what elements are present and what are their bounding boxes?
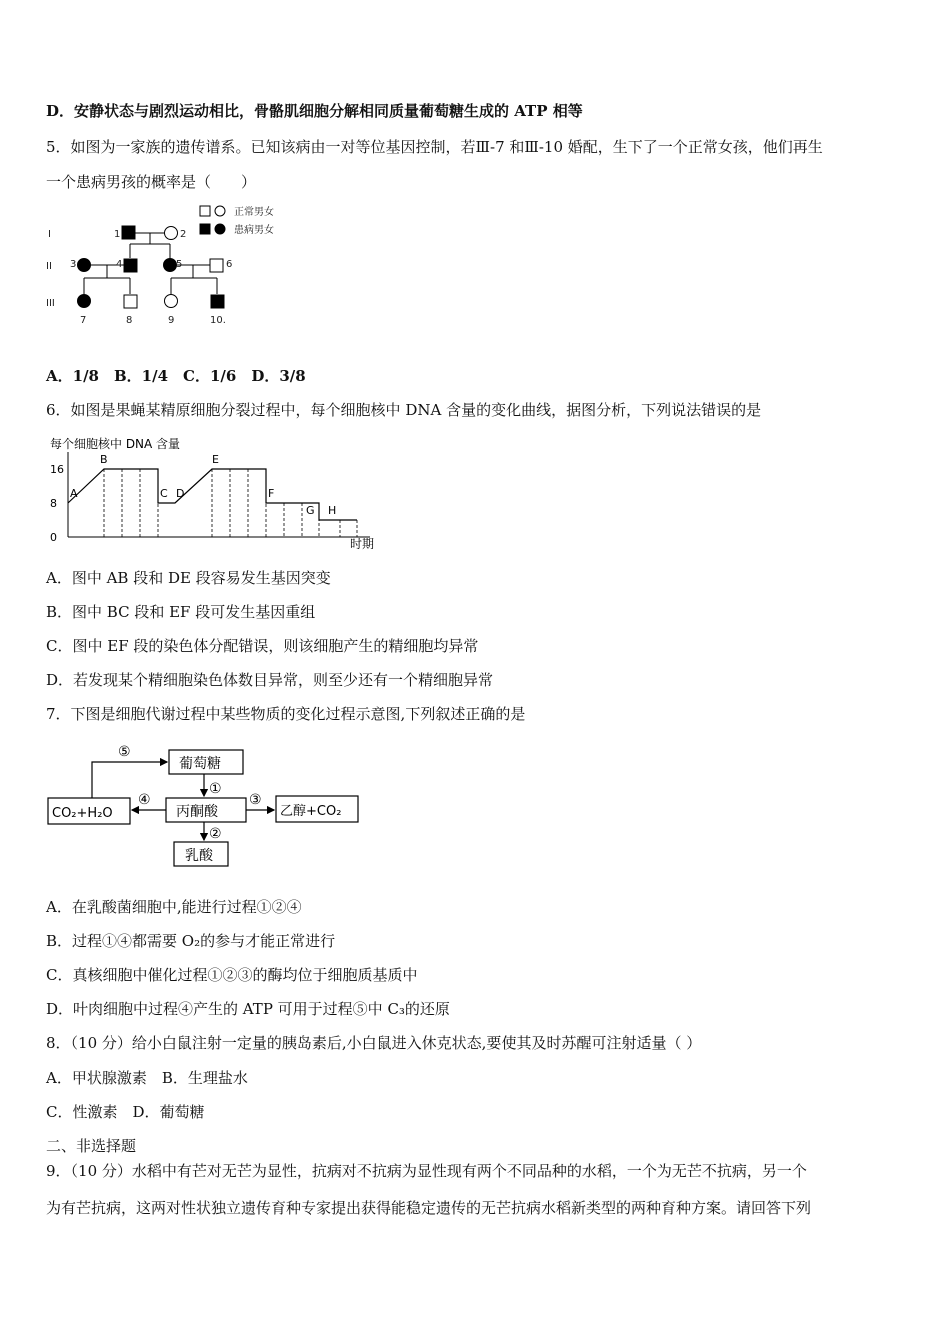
q9-line2: 为有芒抗病，这两对性状独立遗传育种专家提出获得能稳定遗传的无芒抗病水稻新类型的两种育种方案。请回答下列: [46, 1199, 812, 1217]
q5-stem-line2: 一个患病男孩的概率是（ ）: [46, 173, 257, 191]
q7-option-d: D．叶肉细胞中过程④产生的 ATP 可用于过程⑤中 C₃的还原: [46, 1000, 450, 1018]
id-5: 5: [176, 259, 183, 270]
step-5: ⑤: [118, 744, 131, 760]
q4-option-d: D．安静状态与剧烈运动相比，骨骼肌细胞分解相同质量葡萄糖生成的 ATP 相等: [46, 102, 583, 120]
id-10: 10.: [210, 315, 226, 326]
point-label-H: H: [328, 504, 337, 517]
id-3: 3: [70, 259, 77, 270]
lactate-label: 乳酸: [185, 848, 213, 864]
y-tick-label: 16: [50, 463, 64, 476]
step-2: ②: [209, 826, 222, 842]
q6-option-d: D．若发现某个精细胞染色体数目异常，则至少还有一个精细胞异常: [46, 671, 494, 689]
q8-stem: 8．（10 分）给小白鼠注射一定量的胰岛素后,小白鼠进入休克状态,要使其及时苏醒可注射适量（ ）: [46, 1034, 702, 1052]
q5-stem-line1: 5．如图为一家族的遗传谱系。已知该病由一对等位基因控制，若Ⅲ-7 和Ⅲ-10 婚配，生下了一个正常女孩，他们再生: [46, 138, 823, 156]
point-label-C: C: [160, 487, 168, 500]
legend-affected-label: 患病男女: [234, 225, 274, 236]
ethanol-label: 乙醇+CO₂: [280, 804, 342, 819]
step-1: ①: [209, 781, 222, 797]
id-7: 7: [80, 315, 87, 326]
id-4: 4: [116, 259, 123, 270]
id-6: 6: [226, 259, 233, 270]
gen-label-2: II: [46, 261, 52, 272]
q7-option-c: C．真核细胞中催化过程①②③的酶均位于细胞质基质中: [46, 966, 418, 984]
q7-option-a: A．在乳酸菌细胞中,能进行过程①②④: [46, 898, 302, 916]
q5-options: A．1/8 B．1/4 C．1/6 D．3/8: [46, 367, 306, 385]
pyruvate-label: 丙酮酸: [176, 804, 218, 820]
glucose-label: 葡萄糖: [179, 756, 221, 772]
point-label-G: G: [306, 504, 315, 517]
legend-normal-label: 正常男女: [234, 207, 274, 218]
gen-label-1: I: [48, 229, 51, 240]
point-label-F: F: [268, 487, 275, 500]
point-label-E: E: [212, 453, 219, 466]
dna-content-chart: [40, 430, 390, 556]
q6-stem: 6．如图是果蝇某精原细胞分裂过程中，每个细胞核中 DNA 含量的变化曲线，据图分析，下列说法错误的是: [46, 401, 762, 419]
pedigree-diagram: [40, 198, 300, 333]
point-label-B: B: [100, 453, 108, 466]
chart-xlabel: 时期: [350, 537, 375, 551]
id-8: 8: [126, 315, 133, 326]
q8-options-2: C．性激素 D．葡萄糖: [46, 1103, 205, 1121]
q6-option-a: A．图中 AB 段和 DE 段容易发生基因突变: [46, 569, 331, 587]
section-heading: 二、非选择题: [46, 1137, 137, 1155]
q7-option-b: B．过程①④都需要 O₂的参与才能正常进行: [46, 932, 336, 950]
q9-line1: 9．（10 分）水稻中有芒对无芒为显性，抗病对不抗病为显性现有两个不同品种的水稻，一个为无芒不抗病，另一个: [46, 1162, 807, 1180]
q6-option-b: B．图中 BC 段和 EF 段可发生基因重组: [46, 603, 316, 621]
step-3: ③: [249, 792, 262, 808]
q6-option-c: C．图中 EF 段的染色体分配错误，则该细胞产生的精细胞均异常: [46, 637, 479, 655]
gen-label-3: III: [46, 298, 55, 309]
point-label-A: A: [70, 487, 78, 500]
q8-options-1: A．甲状腺激素 B．生理盐水: [46, 1069, 248, 1087]
q7-stem: 7．下图是细胞代谢过程中某些物质的变化过程示意图,下列叙述正确的是: [46, 705, 526, 723]
metabolism-diagram: [44, 738, 364, 870]
point-label-D: D: [176, 487, 185, 500]
id-9: 9: [168, 315, 175, 326]
id-1: 1: [114, 229, 121, 240]
step-4: ④: [138, 792, 151, 808]
y-tick-label: 8: [50, 497, 57, 510]
co2-h2o-label: CO₂+H₂O: [52, 806, 113, 821]
id-2: 2: [180, 229, 187, 240]
chart-title: 每个细胞核中 DNA 含量: [50, 437, 181, 451]
y-tick-label: 0: [50, 531, 57, 544]
